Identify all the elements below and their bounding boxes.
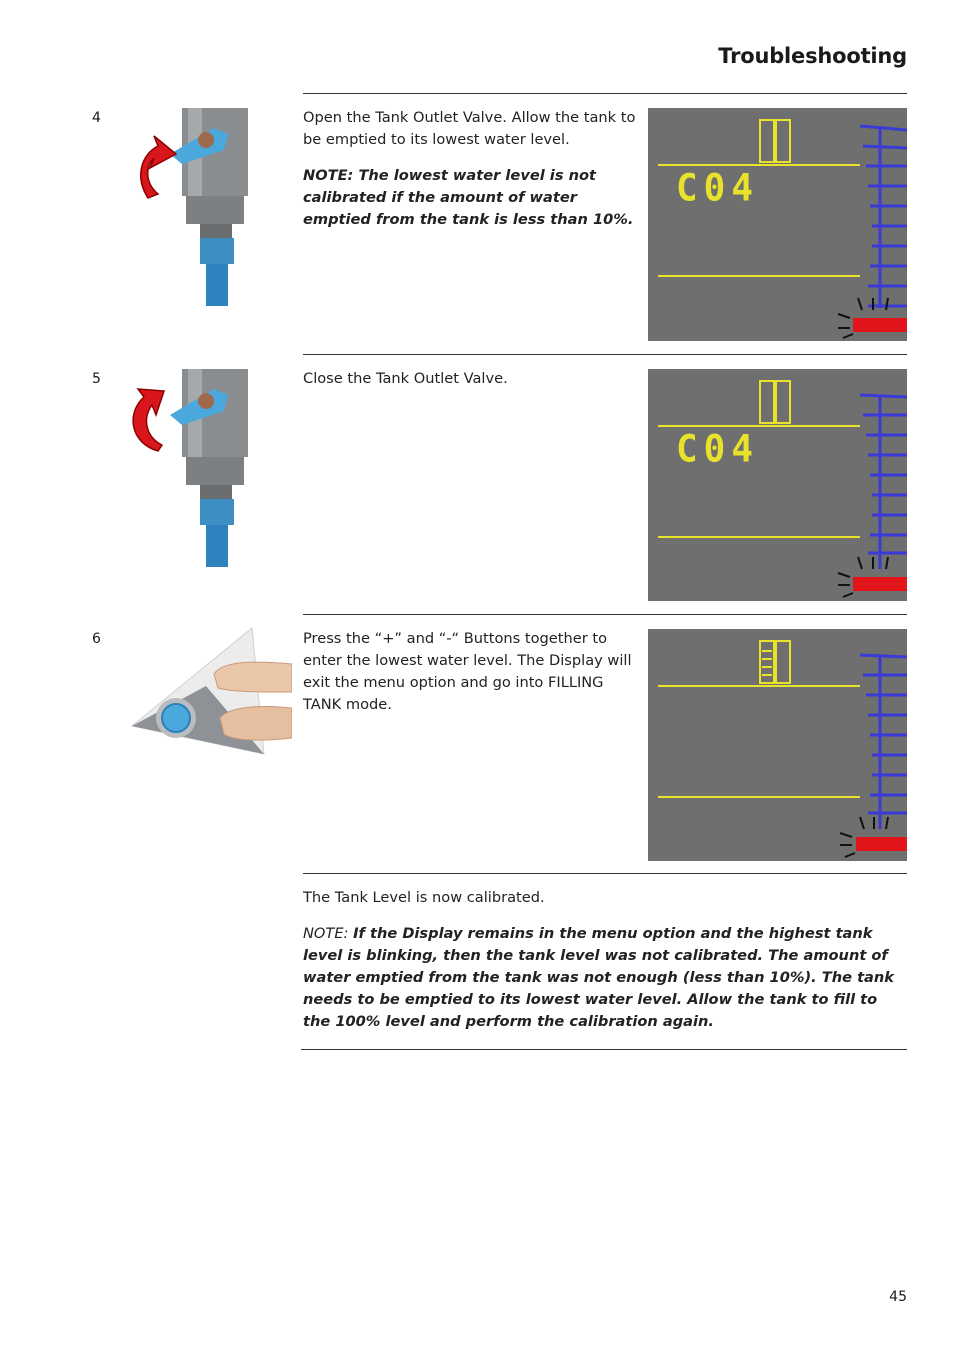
divider: [301, 1049, 907, 1050]
note-lead: NOTE:: [303, 925, 354, 942]
lcd-display: [648, 629, 907, 861]
lcd-display: [648, 108, 907, 341]
lcd-error-code: C04: [676, 427, 760, 472]
note-body: If the Display remains in the menu option and the highest tank level is blinking, then the tank level was not calibrated. The amount of water emptied from the tank was not enough (less than 10%). The tank needs to be emptied to its lowest water level. Allow the tank to fill to the 100% level and perform the calibration again.: [303, 925, 895, 1030]
step-4-instruction: Open the Tank Outlet Valve. Allow the tank to be emptied to its lowest water level.: [303, 109, 636, 148]
calibrated-text: The Tank Level is now calibrated.: [303, 889, 545, 906]
step-4-text: [303, 107, 638, 231]
press-plus-minus-buttons-image: [128, 626, 292, 756]
divider: [303, 354, 907, 355]
closing-note: [303, 923, 903, 1033]
rotate-open-arrow-icon: [141, 136, 176, 198]
divider: [303, 614, 907, 615]
page-title: Troubleshooting: [718, 44, 907, 68]
tank-outlet-valve-open-image: [128, 106, 278, 308]
step-number: 5: [92, 371, 101, 387]
step-number: 4: [92, 110, 101, 126]
tank-outlet-valve-close-image: [124, 367, 278, 569]
step-6-text: [303, 628, 643, 716]
step-5-instruction: Close the Tank Outlet Valve.: [303, 370, 508, 387]
button-icon: [162, 704, 190, 732]
lcd-display: [648, 369, 907, 601]
lcd-segments: [648, 629, 907, 861]
lcd-error-code: C04: [676, 166, 760, 211]
step-6-instruction: Press the “+” and “-“ Buttons together to enter the lowest water level. The Display will exit the menu option and go into FILLING TANK mode.: [303, 630, 632, 713]
lcd-segments: [648, 369, 907, 601]
rotate-close-arrow-icon: [133, 389, 164, 451]
step-number: 6: [92, 631, 101, 647]
divider: [303, 873, 907, 874]
page-number: 45: [889, 1289, 907, 1305]
step-5-text: [303, 368, 638, 390]
step-4-note: NOTE: The lowest water level is not calibrated if the amount of water emptied from the tank is less than 10%.: [303, 167, 634, 228]
closing-section: [303, 887, 903, 1033]
divider: [303, 93, 907, 94]
lcd-segments: [648, 108, 907, 341]
